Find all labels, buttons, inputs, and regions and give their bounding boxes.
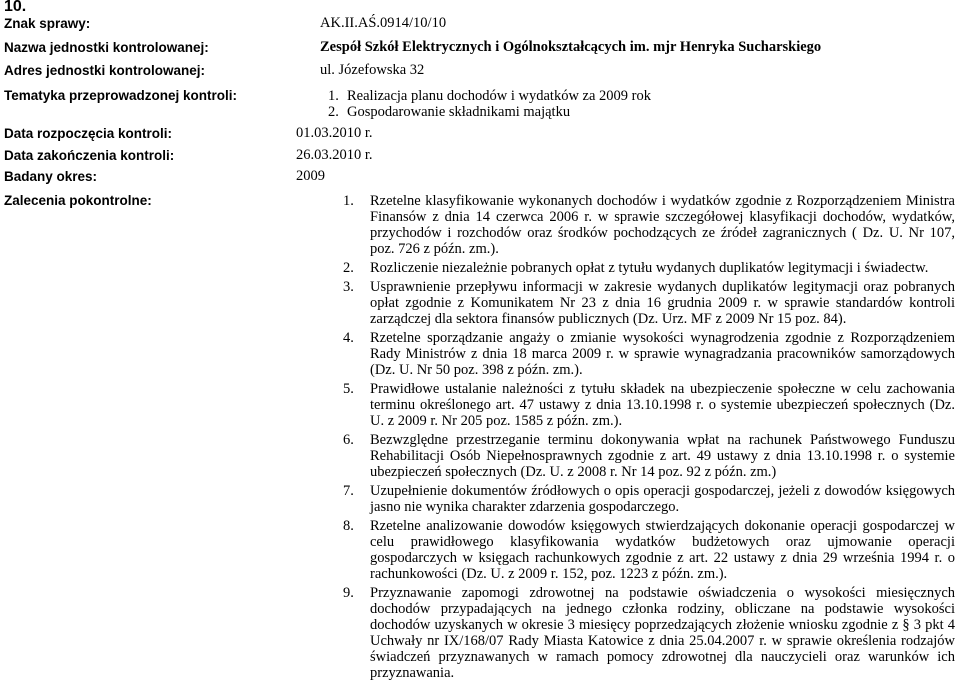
start-date-value: 01.03.2010 r.	[296, 125, 373, 141]
end-date-value: 26.03.2010 r.	[296, 147, 373, 163]
period-value: 2009	[296, 168, 325, 184]
recommendation-number: 8.	[343, 518, 354, 534]
recommendation-item	[343, 432, 955, 480]
case-number-label: Znak sprawy:	[4, 16, 91, 31]
recommendation-text: Bezwzględne przestrzeganie terminu dokonywania wpłat na rachunek Państwowego Funduszu Rehabilitacji Osób Niepełnosprawnych zgodnie z art. 49 ustawy z dnia 13.10.1998 r. o systemie ubezpieczeń społecznych (Dz. U. z 2008 r. Nr 14 poz. 92 z późn. zm.)	[370, 432, 955, 480]
recommendation-item	[343, 330, 955, 378]
recommendation-item	[343, 279, 955, 327]
unit-address-value: ul. Józefowska 32	[320, 62, 425, 78]
topic-number: 2.	[328, 104, 339, 120]
recommendation-number: 5.	[343, 381, 354, 397]
recommendation-text: Rzetelne sporządzanie angaży o zmianie wysokości wynagrodzenia zgodnie z Rozporządzeniem Rady Ministrów z dnia 18 marca 2009 r. w sprawie wynagradzania pracowników samorządowych (Dz. U. Nr 50 poz. 398 z późn. zm.).	[370, 330, 955, 378]
recommendation-item	[343, 381, 955, 429]
recommendation-number: 3.	[343, 279, 354, 295]
topic-text: Realizacja planu dochodów i wydatków za 2009 rok	[347, 88, 652, 104]
recommendation-item	[343, 260, 955, 276]
document-number: 10.	[4, 0, 27, 15]
recommendation-text: Rozliczenie niezależnie pobranych opłat z tytułu wydanych duplikatów legitymacji i świadectw.	[370, 260, 929, 276]
recommendation-item	[343, 483, 955, 515]
recommendation-number: 9.	[343, 585, 354, 601]
control-topics-list	[320, 88, 651, 120]
topic-text: Gospodarowanie składnikami majątku	[347, 104, 571, 120]
start-date-label: Data rozpoczęcia kontroli:	[4, 126, 173, 141]
recommendation-text: Uzupełnienie dokumentów źródłowych o opis operacji gospodarczej, jeżeli z dowodów księgowych jasno nie wynika charakter zdarzenia gospodarczego.	[370, 483, 955, 515]
case-number-value: AK.II.AŚ.0914/10/10	[320, 15, 447, 31]
period-label: Badany okres:	[4, 169, 98, 184]
recommendation-item	[343, 518, 955, 582]
topic-item	[320, 88, 651, 104]
recommendation-number: 7.	[343, 483, 354, 499]
recommendation-number: 1.	[343, 193, 354, 209]
recommendation-number: 4.	[343, 330, 354, 346]
unit-name-label: Nazwa jednostki kontrolowanej:	[4, 40, 209, 55]
recommendation-item	[343, 585, 955, 681]
recommendation-text: Rzetelne analizowanie dowodów księgowych stwierdzających dokonanie operacji gospodarczej w celu prawidłowego klasyfikowania wydatków budżetowych oraz ujmowanie operacji gospodarczych w księgach rachunkowych zgodnie z art. 22 ustawy z dnia 29 września 1994 r. o rachunkowości (Dz. U. z 2009 r. 152, poz. 1223 z późn. zm.).	[370, 518, 955, 582]
unit-name-value: Zespół Szkół Elektrycznych i Ogólnokształcących im. mjr Henryka Sucharskiego	[320, 39, 822, 55]
control-topic-label: Tematyka przeprowadzonej kontroli:	[4, 88, 238, 103]
recommendation-item	[343, 193, 955, 257]
recommendation-text: Usprawnienie przepływu informacji w zakresie wydanych duplikatów legitymacji oraz pobranych opłat zgodnie z Komunikatem Nr 23 z dnia 16 grudnia 2009 r. w sprawie standardów kontroli zarządczej dla sektora finansów publicznych (Dz. Urz. MF z 2009 Nr 15 poz. 84).	[370, 279, 955, 327]
recommendation-text: Rzetelne klasyfikowanie wykonanych dochodów i wydatków zgodnie z Rozporządzeniem Ministra Finansów z dnia 14 czerwca 2006 r. w sprawie szczegółowej klasyfikacji dochodów, wydatków, przychodów i rozchodów oraz środków pochodzących ze źródeł zagranicznych ( Dz. U. Nr 107, poz. 726 z późn. zm.).	[370, 193, 955, 257]
recommendation-number: 6.	[343, 432, 354, 448]
unit-address-label: Adres jednostki kontrolowanej:	[4, 63, 206, 78]
recommendations-label: Zalecenia pokontrolne:	[4, 193, 152, 208]
recommendation-text: Przyznawanie zapomogi zdrowotnej na podstawie oświadczenia o wysokości miesięcznych dochodów przypadających na jednego członka rodziny, obliczane na podstawie wysokości dochodów uzyskanych w okresie 3 miesięcy poprzedzających złożenie wniosku zgodnie z § 3 pkt 4 Uchwały nr IX/168/07 Rady Miasta Katowice z dnia 25.04.2007 r. w sprawie określenia rodzajów świadczeń przyznawanych w ramach pomocy zdrowotnej dla nauczycieli oraz warunków ich przyznawania.	[370, 585, 955, 681]
topic-number: 1.	[328, 88, 339, 104]
recommendations-list	[343, 193, 955, 684]
recommendation-text: Prawidłowe ustalanie należności z tytułu składek na ubezpieczenie społeczne w celu zachowania terminu określonego art. 47 ustawy z dnia 13.10.1998 r. o systemie ubezpieczeń społecznych (Dz. U. z 2009 r. Nr 205 poz. 1585 z późn. zm.).	[370, 381, 955, 429]
end-date-label: Data zakończenia kontroli:	[4, 148, 175, 163]
topic-item	[320, 104, 651, 120]
recommendation-number: 2.	[343, 260, 354, 276]
